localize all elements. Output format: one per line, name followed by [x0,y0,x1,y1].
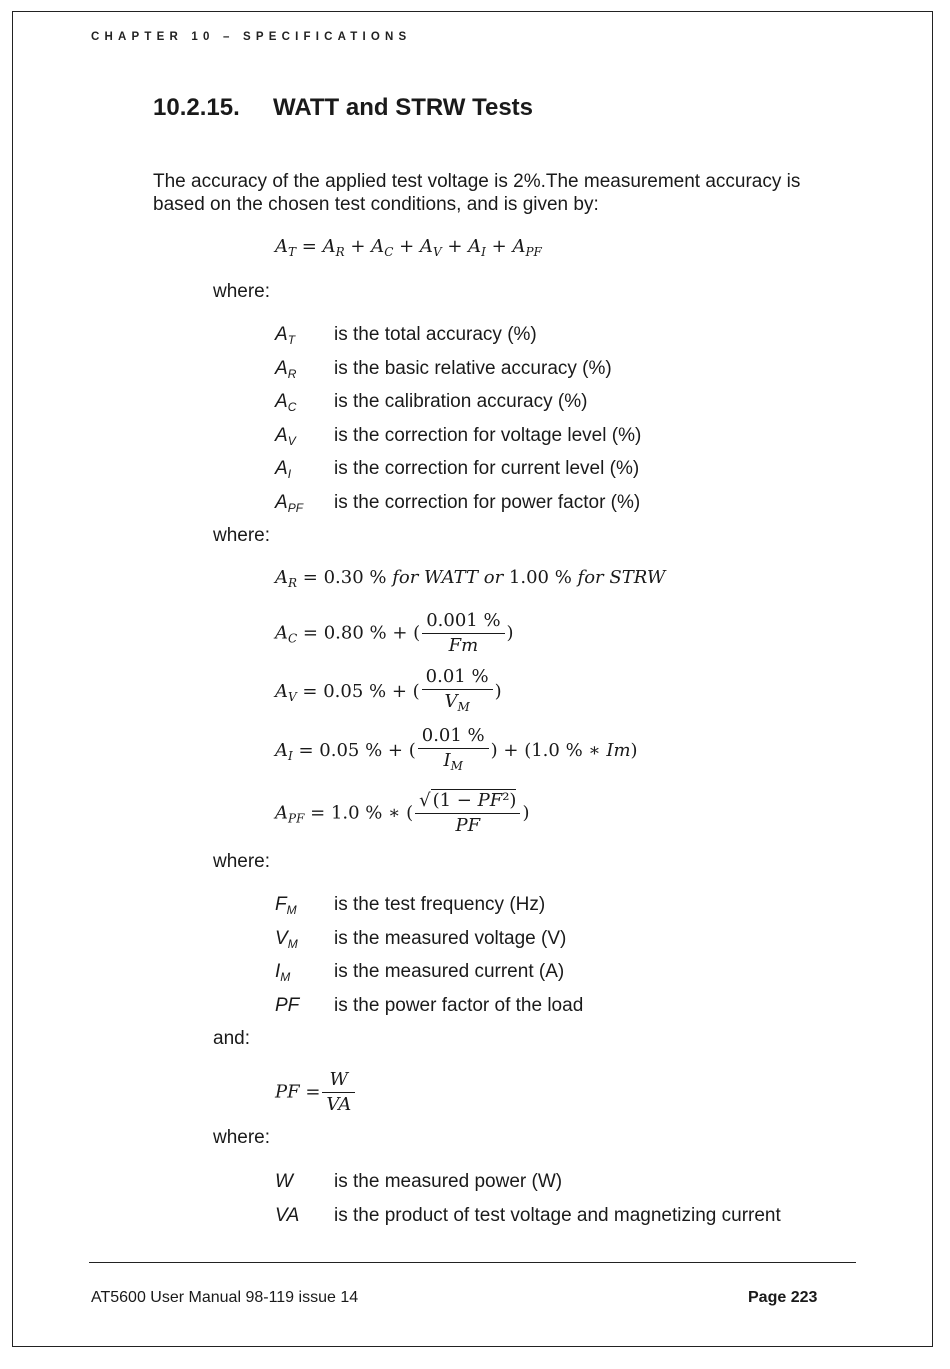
intro-paragraph: The accuracy of the applied test voltage is 2%.The measurement accuracy is based on the chosen test conditions, and is given by: [153,171,801,215]
definition-description: is the total accuracy (%) [334,324,537,345]
definition-description: is the test frequency (Hz) [334,894,546,915]
definition-symbol: $A_T$ [275,324,296,347]
definition-symbol: PF [275,994,300,1016]
equation-pf: PF = $\frac{W}{VA}$ [275,1069,357,1116]
equation-av: $A_V = 0.05$ % + ( $\frac{0.01 \%}{V_M}$ ) [275,666,502,714]
definition-description: is the power factor of the load [334,994,584,1016]
chapter-header: CHAPTER 10 – SPECIFICATIONS [91,31,412,43]
definition-description: is the basic relative accuracy (%) [334,357,612,379]
definition-description: is the measured current (A) [334,961,565,982]
footer-page-number: Page 223 [748,1289,818,1306]
definition-description: is the measured power (W) [334,1171,563,1192]
definition-symbol: W [275,1171,293,1192]
definition-symbol: $F_M$ [275,894,297,917]
definition-symbol: $A_I$ [275,458,292,481]
equation-total-accuracy: $A_T = A_R + A_C + A_V + A_I + A_{PF}$ [275,236,542,259]
definition-symbol: $A_{PF}$ [275,491,304,515]
definition-symbol: VA [275,1204,300,1226]
footer-manual-title: AT5600 User Manual 98-119 issue 14 [91,1289,359,1306]
definition-description: is the correction for current level (%) [334,458,640,479]
where-label: where: [213,851,271,872]
where-label: where: [213,525,271,546]
definition-symbol: $A_R$ [275,357,297,381]
section-title: WATT and STRW Tests [273,94,534,121]
definition-symbol: $I_M$ [275,961,291,984]
equation-ac: $A_C = 0.80$ % + ( $\frac{0.001 \%}{Fm}$ ) [275,610,514,656]
definition-symbol: $A_V$ [275,424,296,448]
footer-rule [89,1262,856,1263]
definition-description: is the measured voltage (V) [334,927,567,949]
definition-description: is the correction for voltage level (%) [334,424,642,446]
definition-description: is the correction for power factor (%) [334,491,641,513]
definition-description: is the calibration accuracy (%) [334,391,588,412]
section-heading [153,94,533,122]
where-label: where: [213,281,271,302]
equation-ai: $A_I = 0.05$ % + ( $\frac{0.01 \%}{I_M}$ ) + (1.0 % ∗ Im) [275,725,638,773]
and-label: and: [213,1028,250,1049]
section-number: 10.2.15. [153,94,240,121]
equation-apf: $A_{PF} = 1.0$ % ∗ ( $\frac{\text{√ (1 − PF²)}}{PF}$ ) [275,790,530,836]
equation-ar: $A_R = 0.30$ % for WATT or 1.00 % for STRW [275,567,666,590]
where-label: where: [213,1127,271,1148]
definition-symbol: $V_M$ [275,927,298,951]
definition-description: is the product of test voltage and magnetizing current [334,1204,781,1226]
definition-symbol: $A_C$ [275,391,297,414]
